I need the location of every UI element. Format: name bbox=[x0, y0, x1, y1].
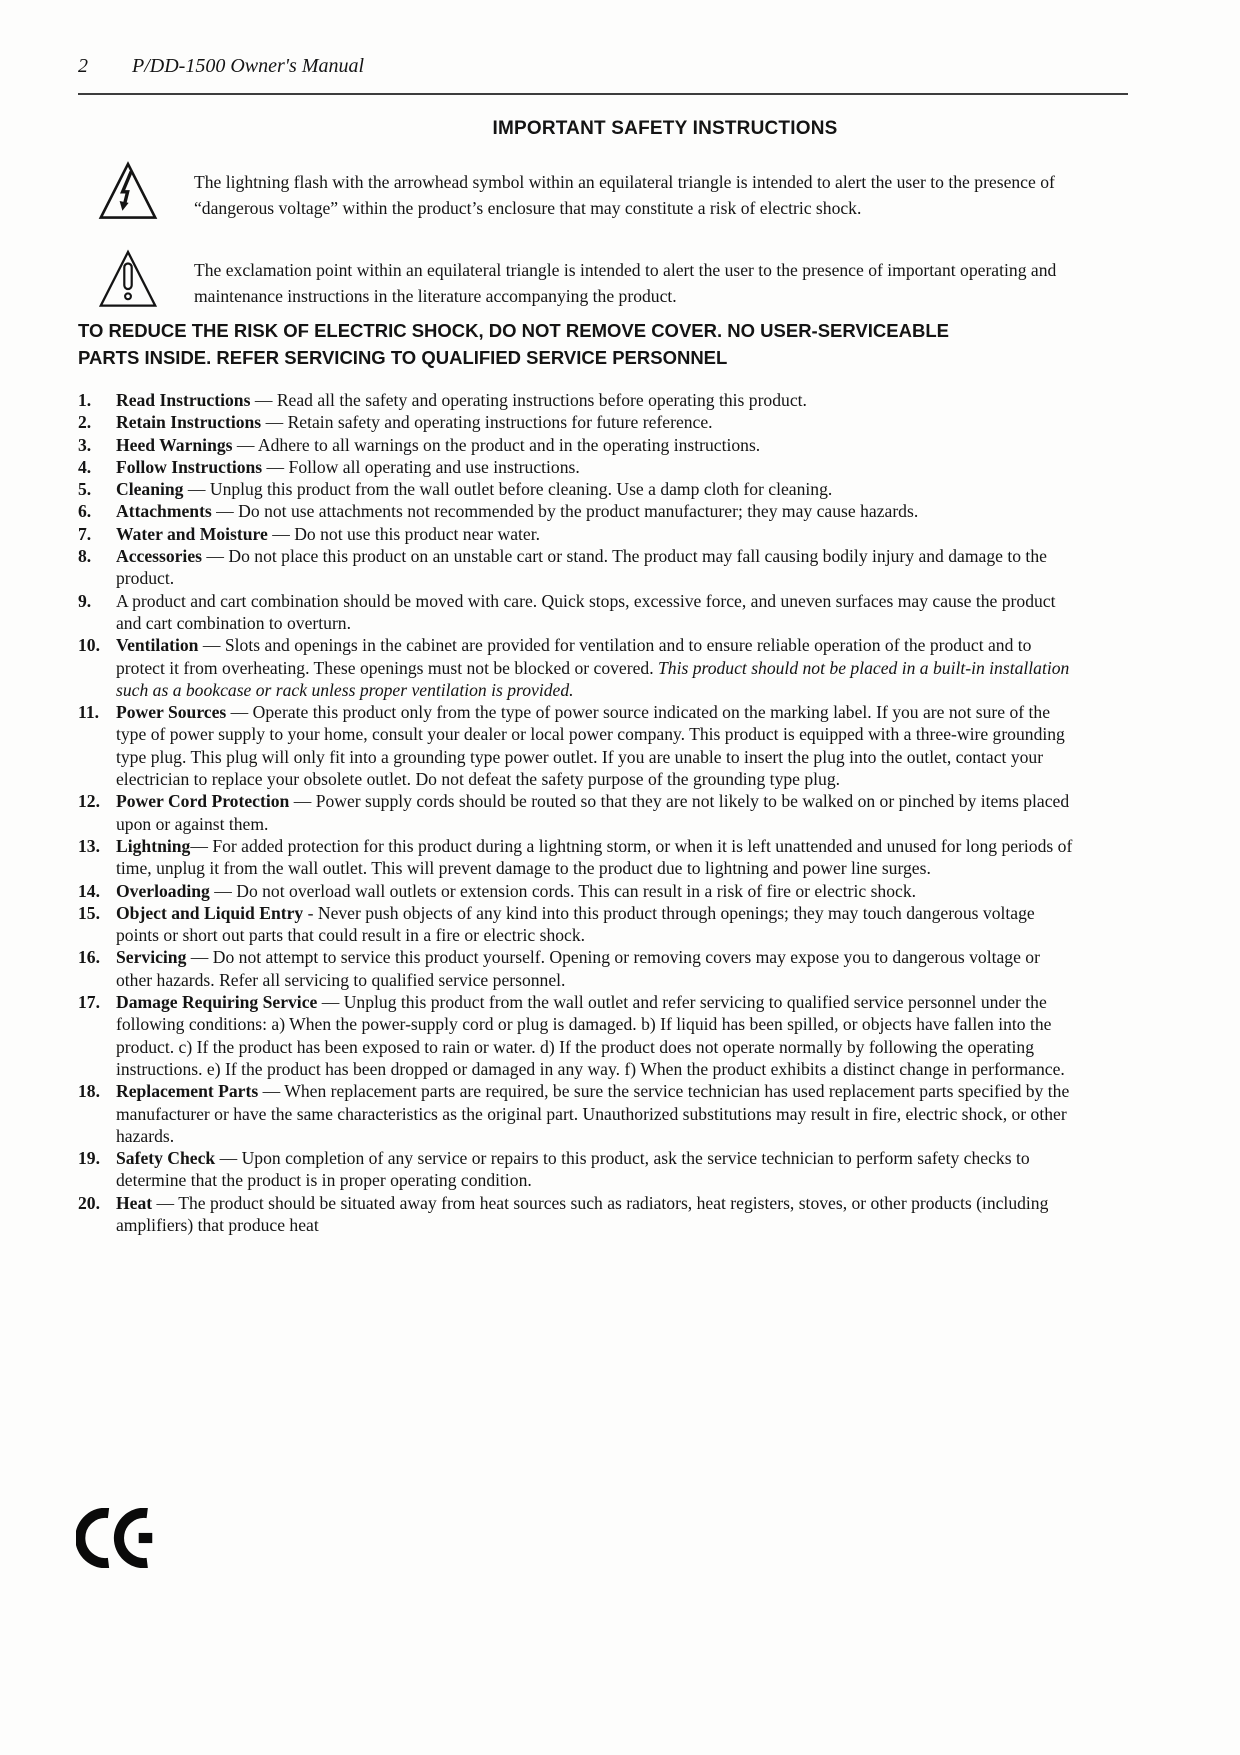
instruction-item bbox=[78, 456, 1080, 478]
item-number: 17. bbox=[78, 992, 100, 1013]
item-text: Do not overload wall outlets or extension cords. This can result in a risk of fire or electric shock. bbox=[236, 880, 917, 901]
manual-title: P/DD-1500 Owner's Manual bbox=[132, 55, 365, 77]
page-number: 2 bbox=[78, 55, 88, 77]
item-separator: — bbox=[262, 456, 289, 477]
item-separator: — bbox=[198, 635, 225, 656]
item-term: Read Instructions bbox=[116, 390, 251, 410]
item-number: 10. bbox=[78, 635, 100, 656]
item-number: 3. bbox=[78, 434, 92, 455]
item-text: Do not use attachments not recommended by the product manufacturer; they may cause hazards. bbox=[238, 501, 919, 522]
instruction-item bbox=[78, 790, 1080, 835]
item-term: Object and Liquid Entry bbox=[116, 902, 304, 923]
instruction-item bbox=[78, 701, 1080, 790]
instruction-item bbox=[78, 478, 1080, 500]
shock-warning-line1: TO REDUCE THE RISK OF ELECTRIC SHOCK, DO NOT REMOVE COVER. NO USER-SERVICEABLE bbox=[78, 320, 949, 341]
instruction-item bbox=[78, 434, 1080, 456]
item-separator: — bbox=[317, 992, 344, 1013]
item-italic-text: This product should not be placed in a built-in installation such as a bookcase or rack unless proper ventilation is provided. bbox=[116, 657, 1070, 700]
instruction-item bbox=[78, 946, 1080, 991]
item-separator: — bbox=[183, 479, 210, 500]
item-number: 1. bbox=[78, 390, 92, 410]
item-text: Read all the safety and operating instructions before operating this product. bbox=[276, 390, 807, 410]
instruction-item bbox=[78, 1147, 1080, 1192]
item-text: Upon completion of any service or repairs to this product, ask the service technician to perform safety checks to determine that the product is in proper operating condition. bbox=[116, 1148, 1030, 1191]
item-term: Heat bbox=[116, 1192, 153, 1213]
item-term: Retain Instructions bbox=[116, 412, 262, 433]
item-number: 7. bbox=[78, 523, 92, 544]
item-text: Power supply cords should be routed so that they are not likely to be walked on or pinched by items placed upon or against them. bbox=[116, 791, 1070, 834]
item-separator: — bbox=[258, 1081, 285, 1102]
item-separator: — bbox=[267, 523, 295, 544]
item-text: When replacement parts are required, be sure the service technician has used replacement parts specified by the manufacturer or have the same characteristics as the original part. Unauthorized substitutions may result in fire, electric shock, or other hazards. bbox=[116, 1081, 1070, 1146]
item-term: Power Sources bbox=[116, 702, 227, 723]
instruction-item bbox=[78, 991, 1080, 1080]
item-separator: — bbox=[289, 791, 316, 812]
item-term: Servicing bbox=[116, 947, 187, 968]
item-text: Operate this product only from the type of power source indicated on the marking label. If you are not sure of the type of power supply to your home, consult your dealer or local power company. This product is equipped with a three-wire grounding type plug. This plug will only fit into a grounding type power outlet. If you are unable to insert the plug into the outlet, contact your electrician to replace your obsolete outlet. Do not defeat the safety purpose of the grounding type plug. bbox=[116, 702, 1065, 790]
exclamation-notice-text: The exclamation point within an equilateral triangle is intended to alert the user to the presence of important operating and maintenance instructions in the literature accompanying the product. bbox=[194, 260, 1057, 306]
item-number: 16. bbox=[78, 947, 100, 968]
item-separator: — bbox=[211, 501, 239, 522]
instruction-item bbox=[78, 523, 1080, 545]
item-separator: — bbox=[186, 947, 213, 968]
instruction-item bbox=[78, 411, 1080, 433]
item-number: 19. bbox=[78, 1148, 100, 1169]
item-number: 2. bbox=[78, 412, 92, 433]
instructions-list bbox=[78, 389, 1080, 1236]
item-term: Overloading bbox=[116, 880, 210, 901]
lightning-notice bbox=[78, 161, 1162, 221]
item-text: Adhere to all warnings on the product and in the operating instructions. bbox=[257, 434, 761, 455]
instruction-item bbox=[78, 880, 1080, 902]
item-text: A product and cart combination should be moved with care. Quick stops, excessive force, and uneven surfaces may cause the product and cart combination to overturn. bbox=[116, 590, 1056, 633]
item-text: Do not attempt to service this product yourself. Opening or removing covers may expose you to dangerous voltage or other hazards. Refer all servicing to qualified service personnel. bbox=[116, 947, 1040, 990]
item-number: 18. bbox=[78, 1081, 100, 1102]
instruction-item bbox=[78, 545, 1080, 590]
shock-warning-line2: PARTS INSIDE. REFER SERVICING TO QUALIFIED SERVICE PERSONNEL bbox=[78, 347, 728, 368]
item-term: Accessories bbox=[116, 546, 202, 567]
instruction-item bbox=[78, 500, 1080, 522]
item-separator: — bbox=[209, 880, 237, 901]
exclamation-triangle-icon bbox=[98, 249, 158, 309]
item-separator: — bbox=[152, 1192, 179, 1213]
instruction-item bbox=[78, 1080, 1080, 1147]
item-text: Do not use this product near water. bbox=[294, 523, 540, 544]
item-text: Follow all operating and use instructions. bbox=[288, 456, 580, 477]
item-separator: — bbox=[250, 390, 277, 410]
item-number: 8. bbox=[78, 546, 92, 567]
item-separator: — bbox=[190, 835, 213, 856]
item-separator: — bbox=[215, 1148, 242, 1169]
exclamation-notice bbox=[78, 249, 1162, 309]
item-number: 20. bbox=[78, 1192, 100, 1213]
item-term: Safety Check bbox=[116, 1148, 216, 1169]
item-separator: — bbox=[226, 702, 253, 723]
item-separator: - bbox=[303, 902, 318, 923]
item-term: Water and Moisture bbox=[116, 523, 268, 544]
item-text: For added protection for this product during a lightning storm, or when it is left unattended and unused for long periods of time, unplug it from the wall outlet. This will prevent damage to the product due to lightning and power line surges. bbox=[116, 835, 1073, 879]
instruction-item bbox=[78, 835, 1080, 880]
item-separator: — bbox=[261, 412, 288, 433]
item-separator: — bbox=[232, 434, 258, 455]
item-text: The product should be situated away from heat sources such as radiators, heat registers, stoves, or other products (including amplifiers) that produce heat bbox=[116, 1192, 1049, 1235]
lightning-triangle-icon bbox=[98, 161, 158, 221]
instruction-item bbox=[78, 389, 1080, 411]
page-header bbox=[78, 0, 1162, 77]
item-text: Unplug this product from the wall outlet before cleaning. Use a damp cloth for cleaning. bbox=[209, 479, 833, 500]
item-term: Damage Requiring Service bbox=[116, 992, 318, 1013]
instruction-item bbox=[78, 902, 1080, 947]
item-text: Never push objects of any kind into this product through openings; they may touch dangerous voltage points or short out parts that could result in a fire or electric shock. bbox=[116, 902, 1035, 946]
item-term: Power Cord Protection bbox=[116, 791, 290, 812]
header-rule bbox=[78, 93, 1128, 95]
item-term: Ventilation bbox=[116, 635, 199, 656]
item-term: Attachments bbox=[116, 501, 212, 522]
item-number: 14. bbox=[78, 880, 100, 901]
item-number: 15. bbox=[78, 902, 100, 923]
item-term: Heed Warnings bbox=[116, 434, 233, 455]
page-title: IMPORTANT SAFETY INSTRUCTIONS bbox=[492, 118, 838, 139]
item-separator: — bbox=[201, 546, 229, 567]
item-text: Do not place this product on an unstable cart or stand. The product may fall causing bodily injury and damage to the product. bbox=[116, 546, 1047, 589]
item-number: 11. bbox=[78, 702, 100, 723]
item-term: Follow Instructions bbox=[116, 456, 263, 477]
instruction-item bbox=[78, 590, 1080, 635]
item-number: 12. bbox=[78, 791, 100, 812]
instruction-item bbox=[78, 1192, 1080, 1237]
lightning-notice-text: The lightning flash with the arrowhead symbol within an equilateral triangle is intended to alert the user to the presence of “dangerous voltage” within the product’s enclosure that may constitute a risk of electric shock. bbox=[194, 172, 1055, 218]
instruction-item bbox=[78, 634, 1080, 701]
item-number: 9. bbox=[78, 590, 92, 611]
item-text: Slots and openings in the cabinet are provided for ventilation and to ensure reliable operation of the product and to protect it from overheating. These openings must not be blocked or covered. bbox=[116, 635, 1032, 678]
item-text: Unplug this product from the wall outlet and refer servicing to qualified service personnel under the following conditions: a) When the power-supply cord or plug is damaged. b) If liquid has been spilled, or objects have fallen into the product. c) If the product has been exposed to rain or water. d) If the product does not operate normally by following the operating instructions. e) If the product has been dropped or damaged in any way. f) When the product exhibits a distinct change in performance. bbox=[116, 992, 1065, 1079]
item-term: Lightning bbox=[116, 835, 191, 856]
item-term: Replacement Parts bbox=[116, 1081, 259, 1102]
item-number: 6. bbox=[78, 501, 92, 522]
item-term: Cleaning bbox=[116, 479, 184, 500]
shock-warning bbox=[78, 317, 1162, 371]
item-number: 13. bbox=[78, 835, 100, 856]
ce-mark-icon bbox=[76, 1508, 154, 1570]
item-number: 4. bbox=[78, 456, 92, 477]
item-text: Retain safety and operating instructions for future reference. bbox=[287, 412, 713, 433]
item-number: 5. bbox=[78, 479, 92, 500]
